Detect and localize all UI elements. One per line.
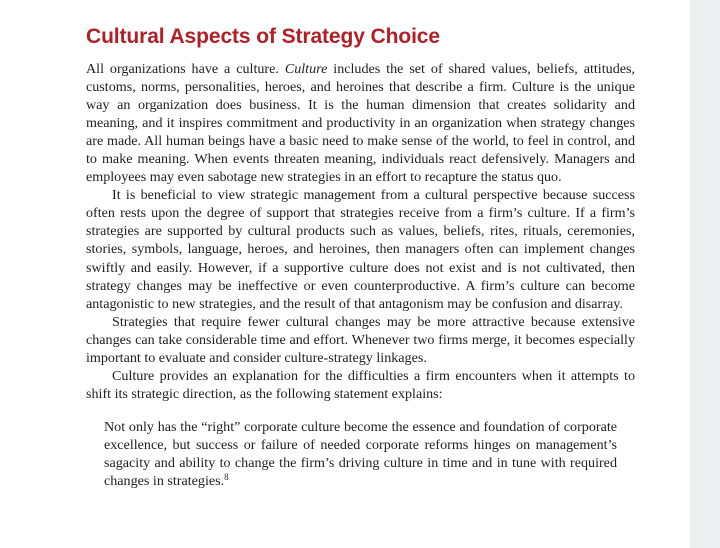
side-margin-strip xyxy=(690,0,720,548)
paragraph-4: Culture provides an explanation for the difficulties a firm encounters when it attempts to shift its strategic direction, as the following statement explains: xyxy=(86,367,635,402)
block-quote xyxy=(104,418,617,490)
paragraph-1-rest: includes the set of shared values, beliefs, attitudes, customs, norms, personalities, heroes, and heroines that describe a firm. Culture is the unique way an organization does business. It is the human dimension that creates solidarity and meaning, and it inspires commitment and productivity in an organization when strategy changes are made. All human beings have a basic need to make sense of the world, to feel in control, and to make meaning. When events threaten meaning, individuals react defensively. Managers and employees may even sabotage new strategies in an effort to recapture the status quo. xyxy=(86,61,635,186)
culture-term: Culture xyxy=(284,61,328,77)
paragraph-3: Strategies that require fewer cultural changes may be more attractive because extensive changes can take considerable time and effort. Whenever two firms merge, it becomes especially important to evaluate and consider culture-strategy linkages. xyxy=(86,313,635,366)
quote-text: Not only has the “right” corporate culture become the essence and foundation of corporate excellence, but success or failure of needed corporate reforms hinges on management’s sagacity and ability to change the firm’s driving culture in time and in tune with required changes in strategies. xyxy=(104,418,617,490)
paragraph-1-lead: All organizations have a culture. xyxy=(86,61,285,77)
document-page xyxy=(86,24,635,490)
paragraph-2: It is beneficial to view strategic management from a cultural perspective because success often rests upon the degree of support that strategies receive from a firm’s culture. If a firm’s strategies are supported by cultural products such as values, beliefs, rites, rituals, ceremonies, stories, symbols, language, heroes, and heroines, then managers often can implement changes swiftly and easily. However, if a supportive culture does not exist and is not cultivated, then strategy changes may be ineffective or even counterproductive. A firm’s culture can become antagonistic to new strategies, and the result of that antagonism may be confusion and disarray. xyxy=(86,187,635,312)
footnote-marker: 8 xyxy=(224,472,229,483)
paragraph-1 xyxy=(86,60,635,186)
section-heading: Cultural Aspects of Strategy Choice xyxy=(86,25,440,48)
